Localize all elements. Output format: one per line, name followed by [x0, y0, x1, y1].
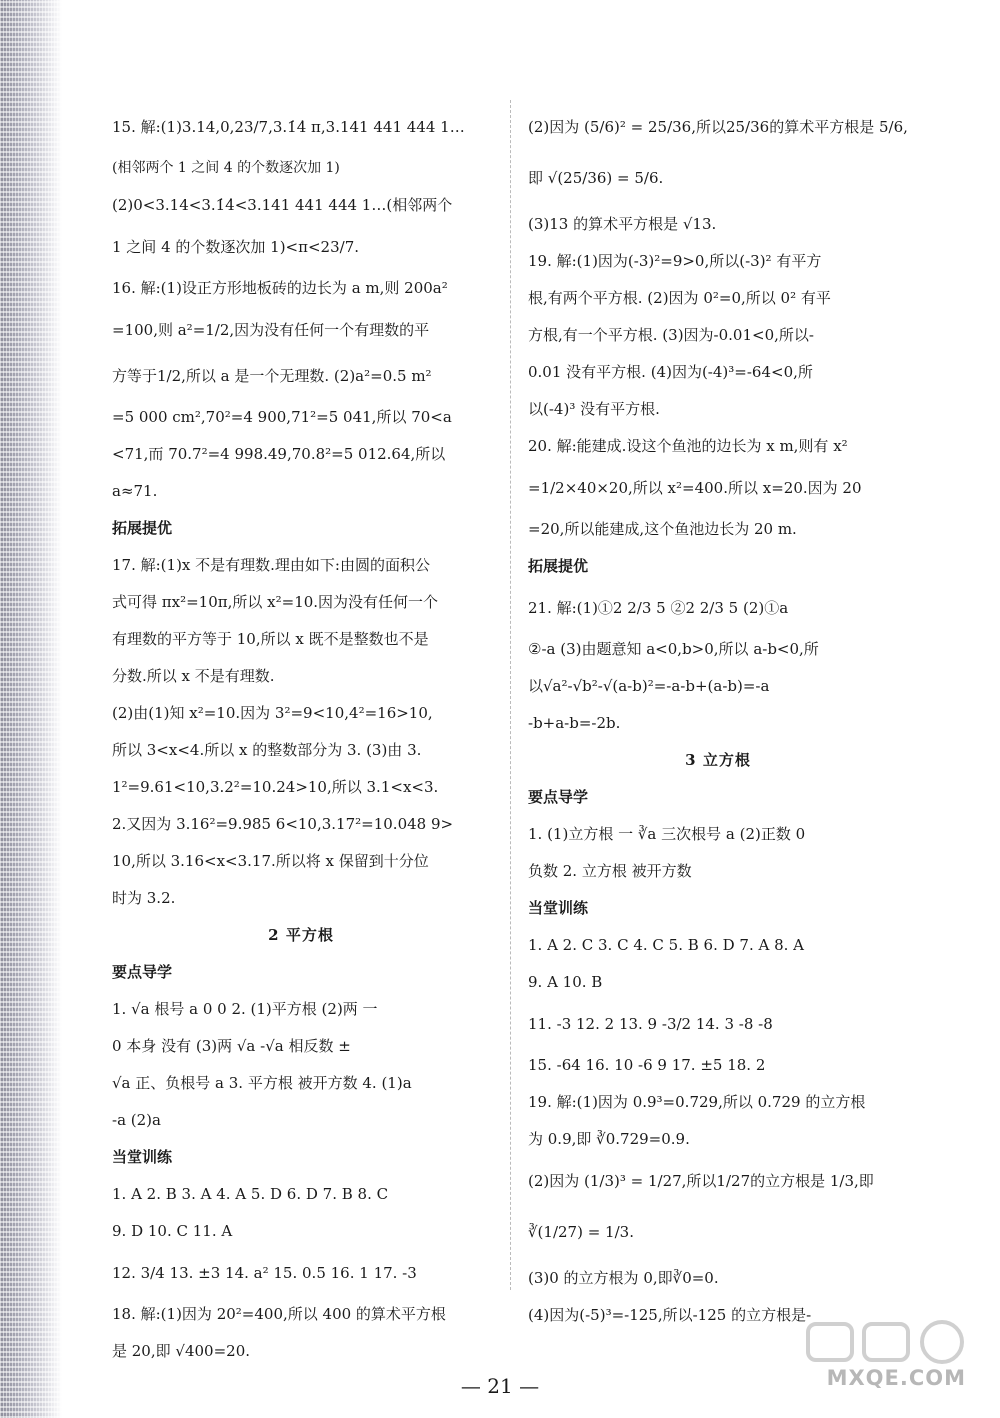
left-column-line: 要点导学	[112, 963, 173, 981]
right-column-line: 3 立方根	[685, 751, 751, 769]
right-column-line: -b+a-b=-2b.	[528, 714, 621, 732]
left-column-line: <71,而 70.7²=4 998.49,70.8²=5 012.64,所以	[112, 445, 446, 463]
right-column-line: ∛(1/27) = 1/3.	[528, 1223, 634, 1241]
left-column-line: 17. 解:(1)x 不是有理数.理由如下:由圆的面积公	[112, 556, 430, 574]
left-column-line: =100,则 a²=1/2,因为没有任何一个有理数的平	[112, 321, 430, 339]
left-column-line: 9. D 10. C 11. A	[112, 1222, 233, 1240]
right-column-line: 9. A 10. B	[528, 973, 603, 991]
right-column-line: (2)因为 (1/3)³ = 1/27,所以1/27的立方根是 1/3,即	[528, 1172, 874, 1190]
right-column-line: (3)0 的立方根为 0,即∛0=0.	[528, 1269, 719, 1287]
left-column-line: 式可得 πx²=10π,所以 x²=10.因为没有任何一个	[112, 593, 439, 611]
left-column-line: 1. √a 根号 a 0 0 2. (1)平方根 (2)两 一	[112, 1000, 378, 1018]
page-number: — 21 —	[460, 1374, 540, 1398]
left-column-line: 所以 3<x<4.所以 x 的整数部分为 3. (3)由 3.	[112, 741, 422, 759]
right-column-line: =1/2×40×20,所以 x²=400.所以 x=20.因为 20	[528, 479, 862, 497]
right-column-line: ②-a (3)由题意知 a<0,b>0,所以 a-b<0,所	[528, 640, 819, 658]
left-column-line: 时为 3.2.	[112, 889, 176, 907]
right-column-line: 要点导学	[528, 788, 589, 806]
answer-logo-icon	[804, 1318, 970, 1366]
left-column-line: a≈71.	[112, 482, 158, 500]
right-column-line: 11. -3 12. 2 13. 9 -3/2 14. 3 -8 -8	[528, 1015, 773, 1033]
left-column-line: 16. 解:(1)设正方形地板砖的边长为 a m,则 200a²	[112, 279, 448, 297]
left-column-line: 是 20,即 √400=20.	[112, 1342, 251, 1360]
right-column-line: 1. A 2. C 3. C 4. C 5. B 6. D 7. A 8. A	[528, 936, 804, 954]
left-column-line: 有理数的平方等于 10,所以 x 既不是整数也不是	[112, 630, 429, 648]
left-column-line: 2 平方根	[268, 926, 334, 944]
right-column-line: 0.01 没有平方根. (4)因为(-4)³=-64<0,所	[528, 363, 813, 381]
watermark-text: MXQE.COM	[826, 1366, 966, 1390]
left-column-line: √a 正、负根号 a 3. 平方根 被开方数 4. (1)a	[112, 1074, 412, 1092]
right-column-line: 以√a²-√b²-√(a-b)²=-a-b+(a-b)=-a	[528, 677, 770, 695]
right-column-line: =20,所以能建成,这个鱼池边长为 20 m.	[528, 520, 797, 538]
left-column-line: -a (2)a	[112, 1111, 161, 1129]
left-column-line: 拓展提优	[112, 519, 173, 537]
right-column-line: 15. -64 16. 10 -6 9 17. ±5 18. 2	[528, 1056, 766, 1074]
left-column-line: =5 000 cm²,70²=4 900,71²=5 041,所以 70<a	[112, 408, 452, 426]
left-column-line: 方等于1/2,所以 a 是一个无理数. (2)a²=0.5 m²	[112, 367, 432, 385]
left-column-line: 1²=9.61<10,3.2²=10.24>10,所以 3.1<x<3.	[112, 778, 439, 796]
right-column-line: 即 √(25/36) = 5/6.	[528, 169, 664, 187]
page-binding-edge	[0, 0, 62, 1418]
left-column-line: 1 之间 4 的个数逐次加 1)<π<23/7.	[112, 238, 360, 256]
left-column-line: 12. 3/4 13. ±3 14. a² 15. 0.5 16. 1 17. -3	[112, 1264, 417, 1282]
left-column-line: 15. 解:(1)3.14,0,23/7,3.1̇4̇ π,3.141 441 444 1…	[112, 118, 465, 136]
right-column-line: 19. 解:(1)因为 0.9³=0.729,所以 0.729 的立方根	[528, 1093, 866, 1111]
right-column-line: 负数 2. 立方根 被开方数	[528, 862, 692, 880]
right-column-line: 根,有两个平方根. (2)因为 0²=0,所以 0² 有平	[528, 289, 831, 307]
right-column-line: (2)因为 (5/6)² = 25/36,所以25/36的算术平方根是 5/6,	[528, 118, 908, 136]
column-divider	[510, 100, 511, 1290]
right-column-line: 为 0.9,即 ∛0.729=0.9.	[528, 1130, 690, 1148]
right-column-line: 1. (1)立方根 一 ∛a 三次根号 a (2)正数 0	[528, 825, 806, 843]
watermark	[802, 1318, 972, 1392]
left-column-line: 当堂训练	[112, 1148, 173, 1166]
left-column-line: 18. 解:(1)因为 20²=400,所以 400 的算术平方根	[112, 1305, 446, 1323]
left-column-line: 分数.所以 x 不是有理数.	[112, 667, 275, 685]
right-column-line: 20. 解:能建成.设这个鱼池的边长为 x m,则有 x²	[528, 437, 848, 455]
right-column-line: (4)因为(-5)³=-125,所以-125 的立方根是-	[528, 1306, 812, 1324]
left-column-line: (2)由(1)知 x²=10.因为 3²=9<10,4²=16>10,	[112, 704, 433, 722]
left-column	[112, 104, 490, 1370]
right-column-line: 方根,有一个平方根. (3)因为-0.01<0,所以-	[528, 326, 814, 344]
left-column-line: 10,所以 3.16<x<3.17.所以将 x 保留到十分位	[112, 852, 429, 870]
right-column	[528, 104, 908, 1334]
right-column-line: 21. 解:(1)①2 2/3 5 ②2 2/3 5 (2)①a	[528, 599, 789, 617]
left-column-line: 1. A 2. B 3. A 4. A 5. D 6. D 7. B 8. C	[112, 1185, 389, 1203]
right-column-line: 拓展提优	[528, 557, 589, 575]
right-column-line: 以(-4)³ 没有平方根.	[528, 400, 660, 418]
right-column-line: 19. 解:(1)因为(-3)²=9>0,所以(-3)² 有平方	[528, 252, 822, 270]
left-column-line: (相邻两个 1 之间 4 的个数逐次加 1)	[112, 160, 340, 176]
right-column-line: 当堂训练	[528, 899, 589, 917]
left-column-line: (2)0<3.14<3.1̇4̇<3.141 441 444 1…(相邻两个	[112, 196, 453, 214]
right-column-line: (3)13 的算术平方根是 √13.	[528, 215, 717, 233]
left-column-line: 2.又因为 3.16²=9.985 6<10,3.17²=10.048 9>	[112, 815, 454, 833]
left-column-line: 0 本身 没有 (3)两 √a -√a 相反数 ±	[112, 1037, 351, 1055]
